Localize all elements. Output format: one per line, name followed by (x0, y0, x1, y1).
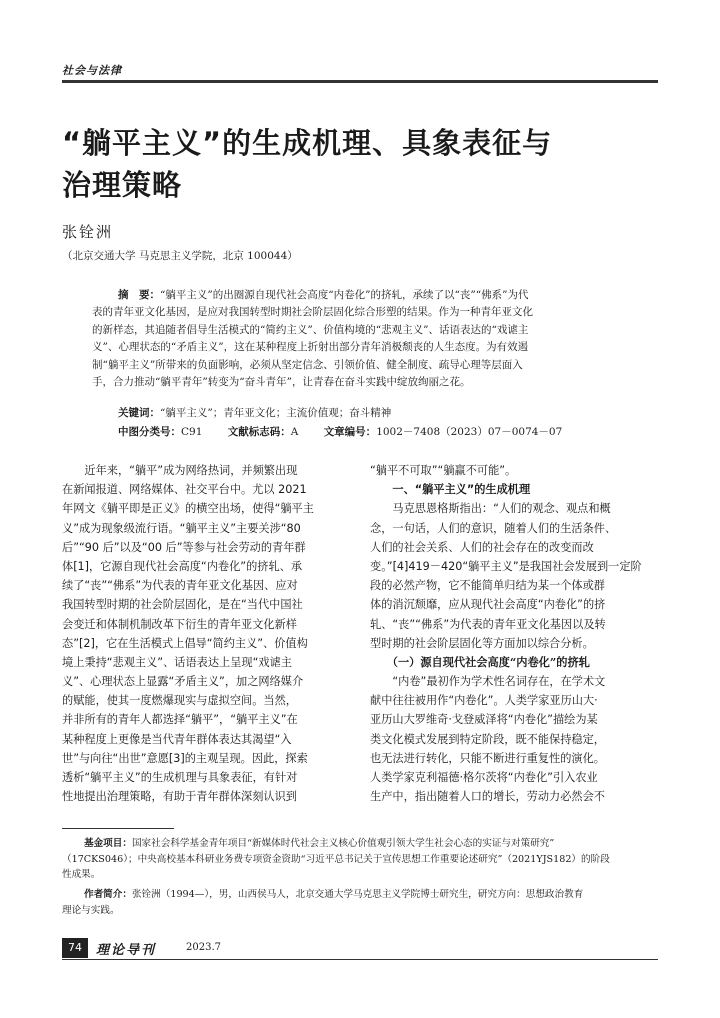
author-note-label: 作者简介： (84, 889, 132, 900)
body-line: 近年来，“躺平”成为网络热词，并频繁出现 (62, 464, 298, 477)
journal-name: 理论导刊 (96, 943, 157, 958)
body-line: 人类学家克利福德·格尔茨将“内卷化”引入农业 (370, 771, 598, 784)
article-title (62, 122, 662, 206)
body-line: “内卷”最初作为学术性名词存在，在学术文 (370, 675, 606, 689)
author-note-line: 理论与实践。 (62, 904, 120, 916)
body-line: 的赋能，使其一度燃爆现实与虚拟空间。当然， (62, 694, 297, 708)
journal-issue: 2023.7 (186, 942, 221, 953)
abstract-line: 制“躺平主义”所带来的负面影响，必须从坚定信念、引领价值、健全制度、疏导心理等层面入 (92, 358, 523, 371)
section-label: 社会与法律 (62, 64, 122, 77)
footnote-rule (62, 828, 174, 829)
doccode-label: 文献标志码： (227, 426, 291, 438)
abstract-text: “躺平主义”的出圈源自现代社会高度“内卷化”的挤轧，承续了以“丧”“佛系”为代 (160, 289, 529, 301)
author-note-text: 张铨洲（1994—），男，山西侯马人，北京交通大学马克思主义学院博士研究生，研究方向：思想政治教育 (131, 889, 584, 900)
body-line: 也无法进行转化，只能不断进行重复性的演化。 (370, 751, 605, 765)
fund-text: 国家社会科学基金青年项目“新媒体时代社会主义核心价值观引领大学生社会心态的实证与对策研究” (131, 838, 555, 849)
body-line: 体[1]，它源自现代社会高度“内卷化”的挤轧、承 (62, 559, 303, 573)
author-note (62, 887, 660, 918)
body-line: 献中往往被用作“内卷化”。人类学家亚历山大· (370, 694, 598, 708)
title-line: 治理策略 (62, 168, 183, 202)
articleno-value: 1002－7408（2023）07－0074－07 (376, 426, 563, 438)
body-line: 亚历山大罗维奇·戈登威泽将“内卷化”描绘为某 (370, 713, 598, 727)
body-column-right (370, 461, 662, 806)
clc-value: C91 (181, 426, 203, 438)
body-line: 续了“丧”“佛系”为代表的青年亚文化基因、应对 (62, 579, 298, 593)
body-line: “躺平不可取”“躺赢不可能”。 (370, 464, 517, 477)
body-line: 念，一句话，人们的意识，随着人们的生活条件、 (370, 521, 617, 535)
body-line: 人们的社会关系、人们的社会存在的改变而改 (370, 540, 594, 554)
body-line: 轧、“丧”“佛系”为代表的青年亚文化基因以及转 (370, 617, 606, 631)
header-rule (62, 80, 658, 83)
body-line: 义”、心理状态上显露“矛盾主义”，加之网络媒介 (62, 675, 304, 689)
articleno-label: 文章编号： (323, 426, 377, 438)
fund-line (62, 836, 660, 852)
body-line: 在新闻报道、网络媒体、社交平台中。尤以 2021 (62, 483, 307, 497)
body-line: 态”[2]，它在生活模式上倡导“简约主义”、价值构 (62, 636, 308, 650)
body-line: 透析“躺平主义”的生成机理与具象表征，有针对 (62, 771, 298, 784)
author-affiliation: （北京交通大学 马克思主义学院，北京 100044） (62, 250, 298, 262)
abstract-line: 的新样态，其追随者倡导生活模式的“简约主义”、价值构境的“悲观主义”、话语表达的“戏谑主 (92, 323, 529, 336)
author-name: 张铨洲 (62, 223, 114, 241)
fund-note (62, 836, 660, 883)
page-number: 74 (62, 938, 88, 958)
section-heading: （一）源自现代社会高度“内卷化”的挤轧 (370, 654, 590, 669)
body-line: 体的消沉颓靡，应从现代社会高度“内卷化”的挤 (370, 598, 606, 612)
section-heading: 一、“躺平主义”的生成机理 (370, 483, 531, 497)
keywords-label: 关键词： (118, 407, 160, 419)
clc-label: 中图分类号： (118, 426, 181, 438)
page-footer (62, 938, 262, 960)
abstract-line: 义”、心理状态的“矛盾主义”，这在某种程度上折射出部分青年消极颓丧的人生态度。为有效遏 (92, 341, 529, 354)
body-line: 后”“90 后”以及“00 后”等参与社会劳动的青年群 (62, 540, 306, 554)
body-line: 会变迁和体制机制改革下衍生的青年亚文化新样 (62, 617, 297, 631)
body-line: 马克思恩格斯指出：“人们的观念、观点和概 (370, 502, 611, 516)
body-line: 性地提出治理策略，有助于青年群体深刻认识到 (62, 790, 297, 804)
fund-label: 基金项目： (84, 838, 132, 849)
classification-line (118, 424, 562, 439)
body-line: 生产中，指出随着人口的增长，劳动力必然会不 (370, 790, 605, 804)
body-line: 我国转型时期的社会阶层固化，是在“当代中国社 (62, 598, 303, 612)
title-line: “躺平主义”的生成机理、具象表征与 (62, 126, 553, 160)
abstract-line: 表的青年亚文化基因，是应对我国转型时期社会阶层固化综合形塑的结果。作为一种青年亚文化 (92, 306, 533, 319)
fund-line: 性成果。 (62, 869, 101, 880)
body-line: 类文化模式发展到特定阶段，既不能保持稳定， (370, 732, 605, 746)
author-note-line (62, 887, 660, 903)
fund-line: （17CKS046）；中央高校基本科研业务费专项资金资助“习近平总书记关于宣传思想工作重要论述研究”（2021YJS182）的阶段 (62, 853, 610, 865)
body-column-left (62, 461, 354, 806)
keywords-text: “躺平主义”；青年亚文化；主流价值观；奋斗精神 (160, 407, 392, 419)
body-line: 并非所有的青年人都选择“躺平”，“躺平主义”在 (62, 713, 298, 727)
body-line: 段的必然产物，它不能简单归结为某一个体或群 (370, 579, 605, 593)
body-line: 境上秉持“悲观主义”、话语表达上呈现“戏谑主 (62, 655, 292, 669)
body-line: 型时期的社会阶层固化等方面加以综合分析。 (370, 636, 594, 650)
body-line: 年网文《躺平即是正义》的横空出场，使得“躺平主 (62, 502, 314, 516)
body-line: 某种程度上更像是当代青年群体表达其渴望“入 (62, 732, 292, 746)
body-line: 世”与向往“出世”意愿[3]的主观呈现。因此，探索 (62, 751, 308, 765)
doccode-value: A (290, 426, 299, 438)
footer-rule (62, 959, 658, 960)
keywords (118, 405, 391, 420)
abstract-label: 摘 要： (118, 289, 160, 301)
body-line: 变。”[4]419－420“躺平主义”是我国社会发展到一定阶 (370, 559, 642, 573)
abstract (92, 287, 627, 391)
body-line: 义”成为现象级流行语。“躺平主义”主要关涉“80 (62, 521, 301, 535)
abstract-line: 手，合力推动“躺平青年”转变为“奋斗青年”，让青春在奋斗实践中绽放绚丽之花。 (92, 376, 471, 389)
abstract-line (92, 287, 627, 304)
